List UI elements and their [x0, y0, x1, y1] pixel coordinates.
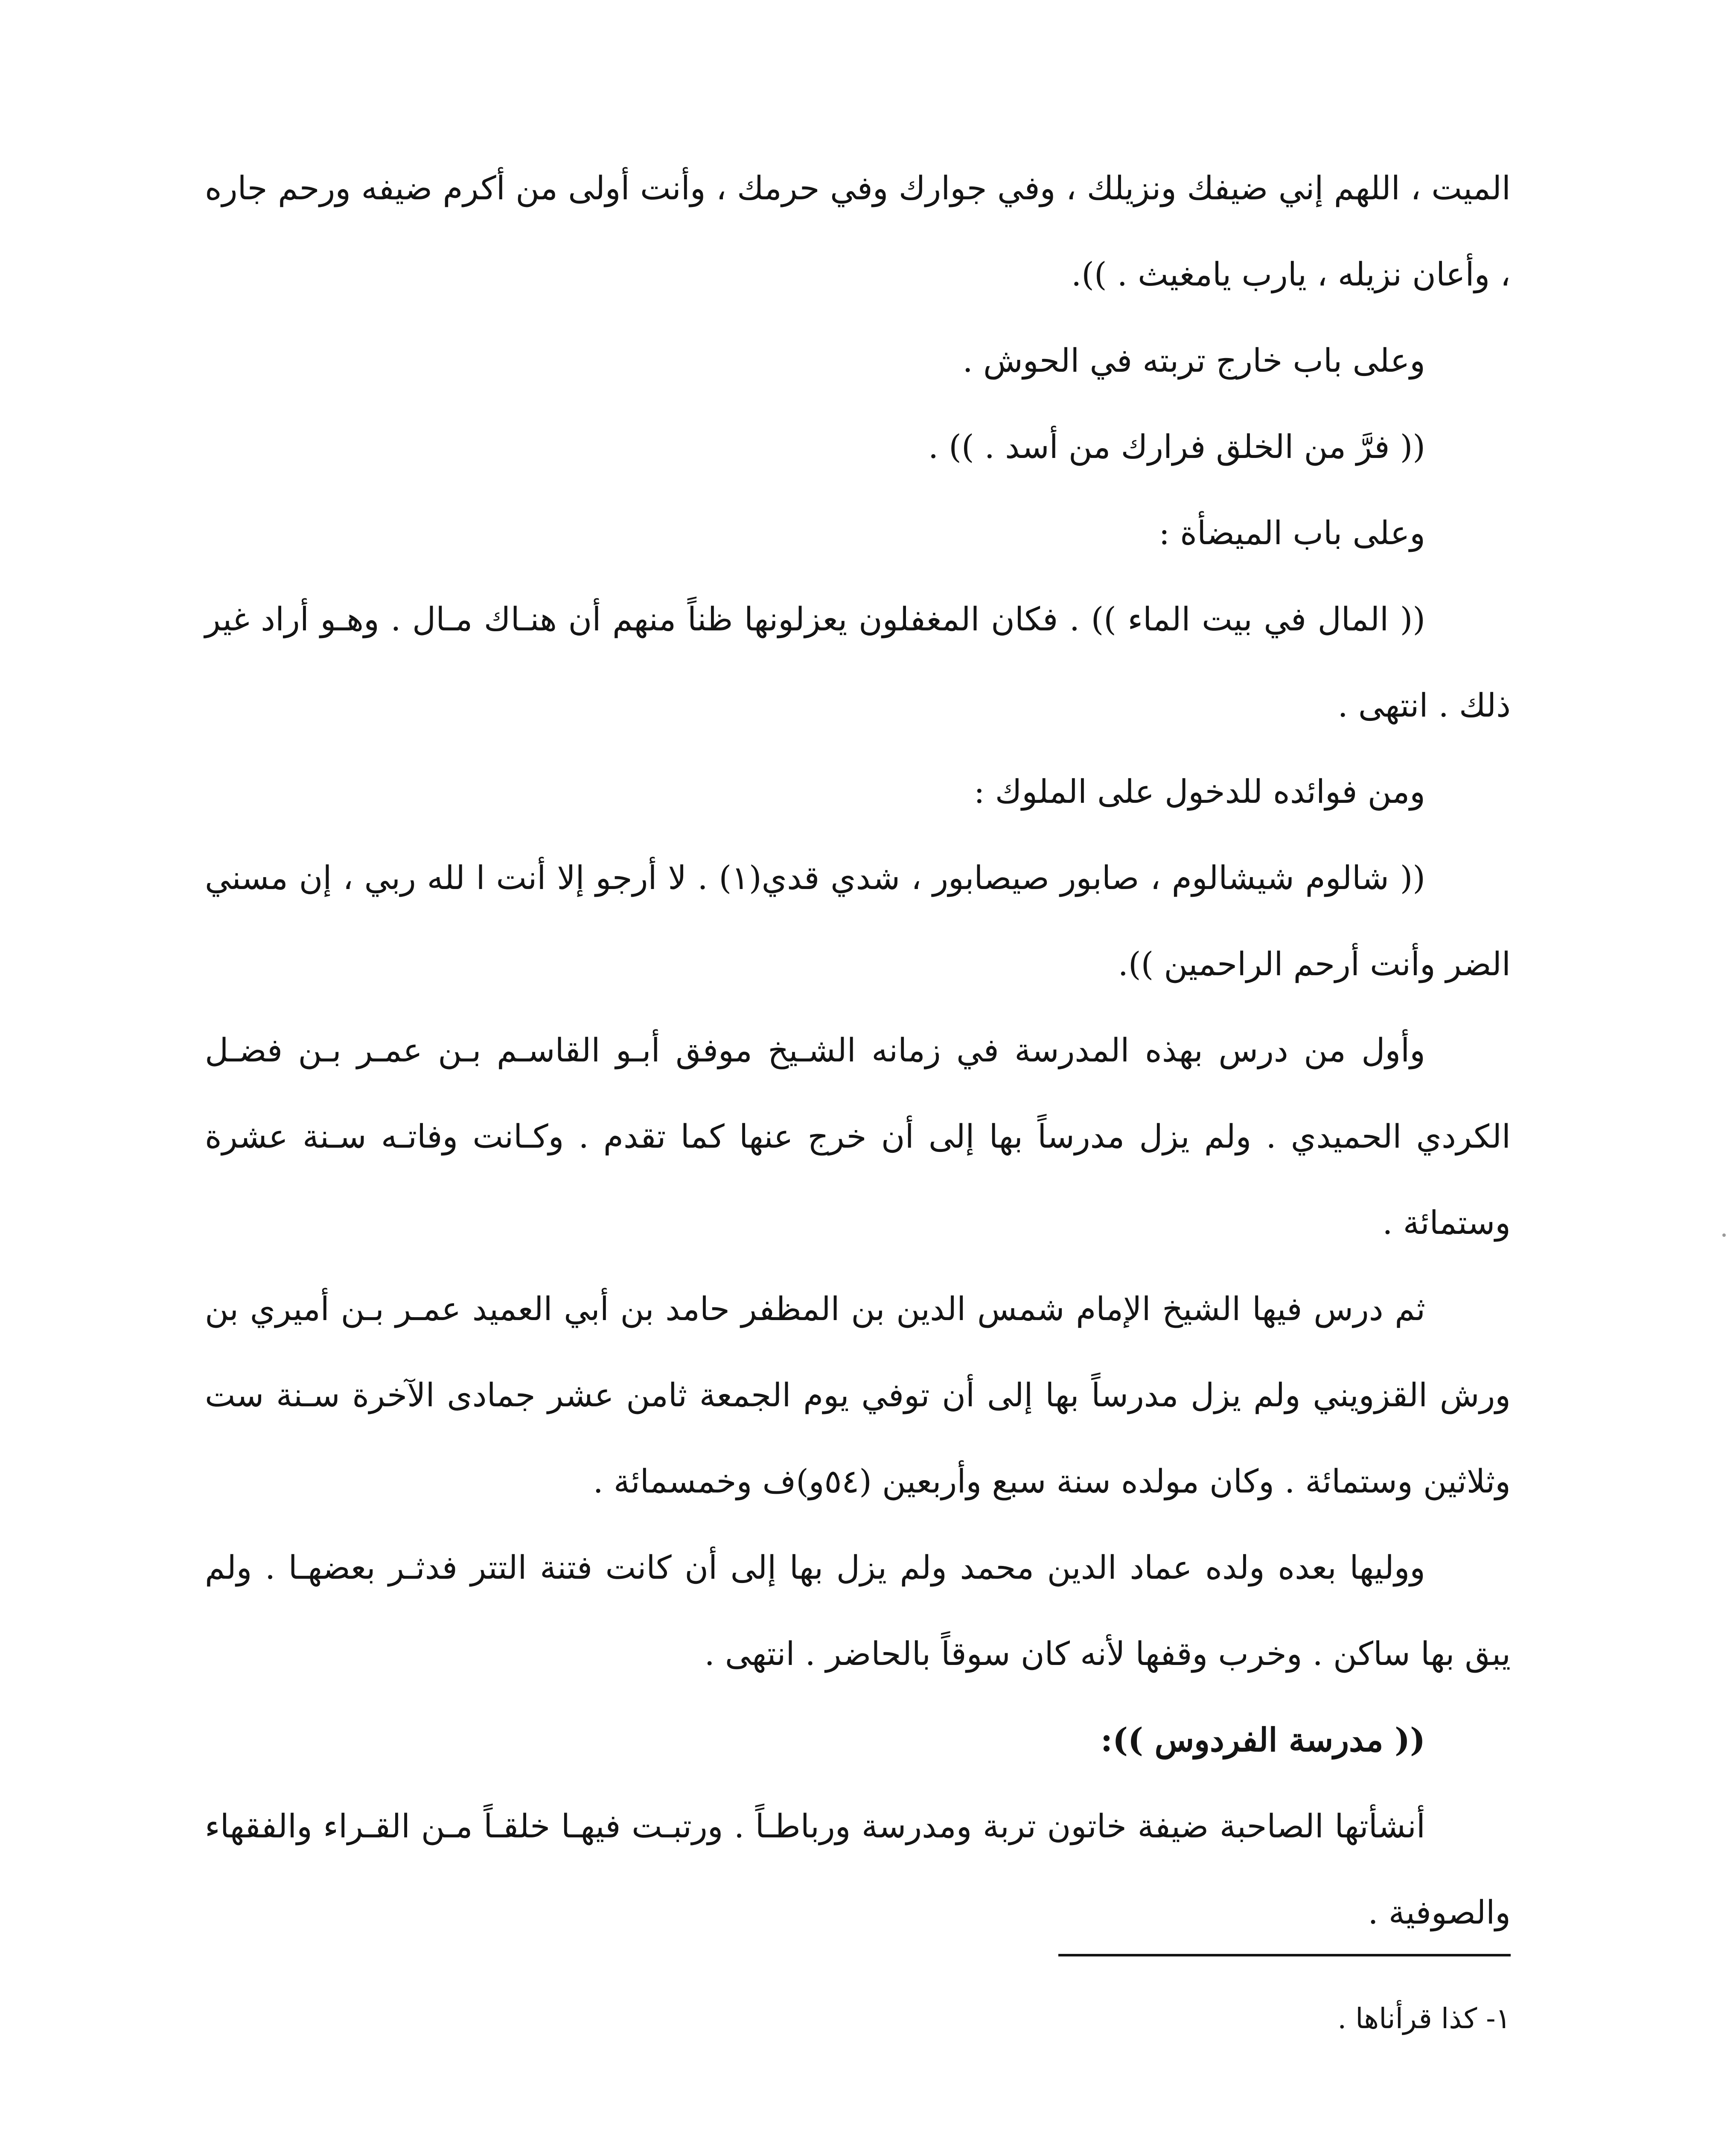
footnote: ١- كذا قرأناها . [1337, 2002, 1511, 2035]
scan-speck [1722, 1233, 1726, 1237]
paragraph-7: (( شالوم شيشالوم ، صابور صيصابور ، شدي قدي(١) . لا أرجو إلا أنت ا لله ربي ، إن مسني الضر وأنت أرحم الراحمين )). [205, 859, 1511, 983]
section-heading: (( مدرسة الفردوس )): [1101, 1721, 1425, 1759]
body-text [205, 145, 1511, 1956]
paragraph-8: وأول من درس بهذه المدرسة في زمانه الشـيخ موفق أبـو القاسـم بـن عمـر بـن فضـل الكردي الحميدي . ولم يزل مدرساً بها إلى أن خرج عنها كما تقدم . وكـانت وفاتـه سـنة عشرة وستمائة . [205, 1031, 1511, 1242]
paragraph-10: ووليها بعده ولده عماد الدين محمد ولم يزل بها إلى أن كانت فتنة التتر فدثـر بعضهـا . ولم يبق بها ساكن . وخرب وقفها لأنه كان سوقاً بالحاضر . انتهى . [205, 1548, 1511, 1673]
paragraph-5: (( المال في بيت الماء )) . فكان المغفلون يعزلونها ظناً منهم أن هنـاك مـال . وهـو أراد غير ذلك . انتهى . [205, 600, 1511, 724]
footnote-divider [1058, 1954, 1511, 1956]
paragraph-1: الميت ، اللهم إني ضيفك ونزيلك ، وفي جوارك وفي حرمك ، وأنت أولى من أكرم ضيفه ورحم جاره ، وأعان نزيله ، يارب يامغيث . )). [205, 169, 1511, 293]
paragraph-2: وعلى باب خارج تربته في الحوش . [962, 341, 1425, 379]
paragraph-4: وعلى باب الميضأة : [1159, 514, 1425, 552]
paragraph-12: أنشأتها الصاحبة ضيفة خاتون تربة ومدرسة ورباطـاً . ورتبـت فيهـا خلقـاً مـن القـراء والفقهاء والصوفية . [205, 1807, 1511, 1931]
paragraph-3: (( فرَّ من الخلق فرارك من أسد . )) . [928, 428, 1425, 466]
paragraph-9: ثم درس فيها الشيخ الإمام شمس الدين بن المظفر حامد بن أبي العميد عمـر بـن أميري بن ورش القزويني ولم يزل مدرساً بها إلى أن توفي يوم الجمعة ثامن عشر جمادى الآخرة سـنة ست وثلاثين وستمائة . وكان مولده سنة سبع وأربعين (٥٤و)ف وخمسمائة . [205, 1290, 1511, 1500]
paragraph-6: ومن فوائده للدخول على الملوك : [973, 773, 1425, 810]
